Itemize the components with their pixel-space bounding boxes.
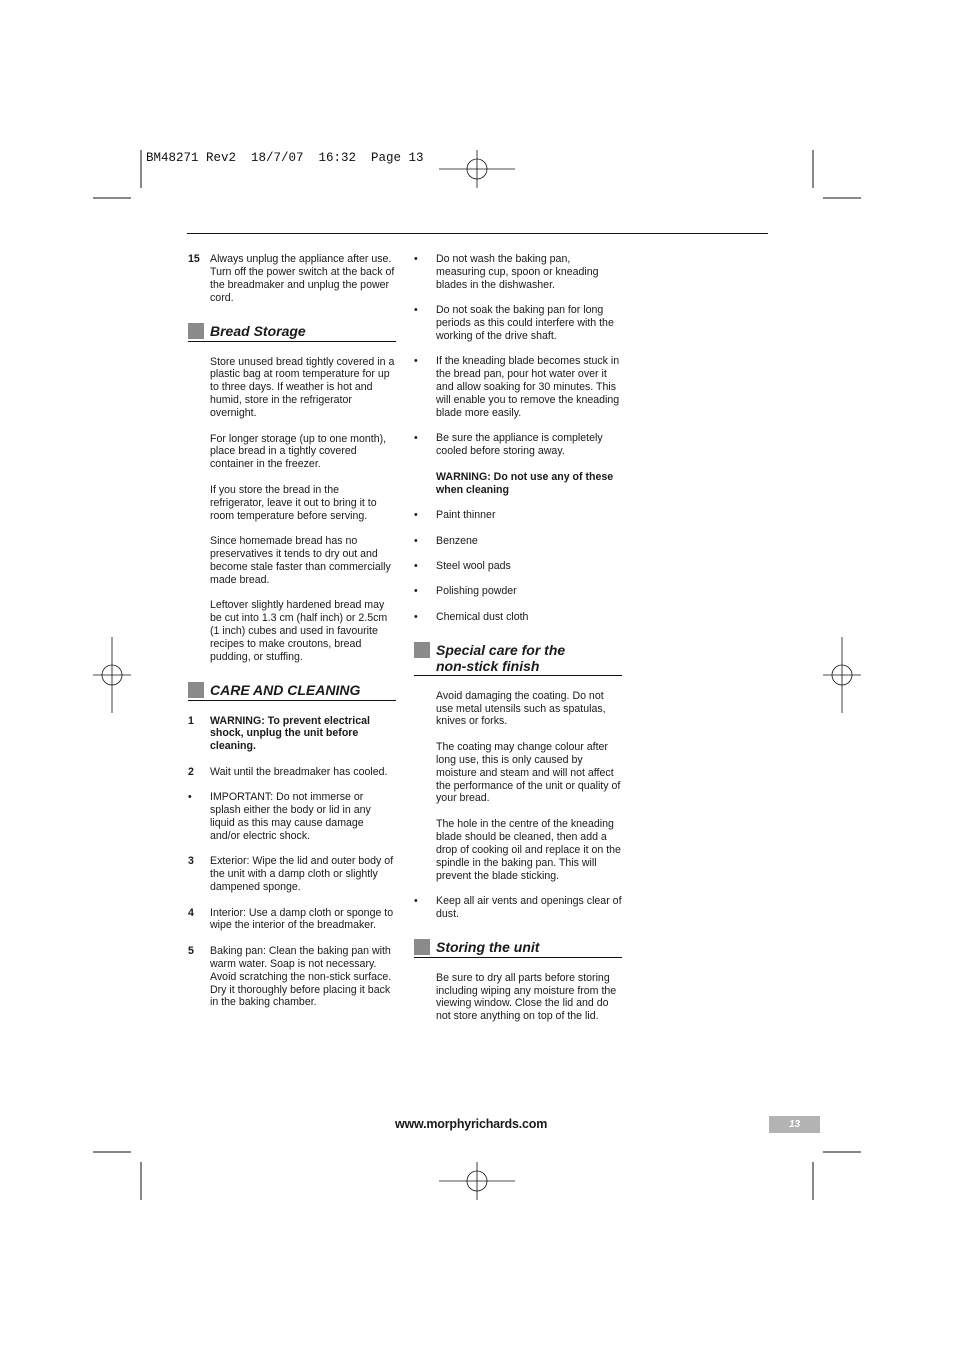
cleaning-bullet: • Do not wash the baking pan, measuring cup, spoon or kneading blades in the dishwasher. (414, 253, 599, 291)
bullet-glyph: • (414, 559, 418, 572)
storing-paragraph: Be sure to dry all parts before storing including wiping any moisture from the viewing window. Close the lid and do not store anything on top of the lid. (436, 971, 617, 1023)
top-rule (187, 233, 768, 234)
bullet-glyph: • (414, 253, 418, 265)
nonstick-heading: Special care for the non-stick finish (414, 642, 622, 676)
cleaning-bullet: • Do not soak the baking pan for long periods as this could interfere with the working of the drive shaft. (414, 304, 614, 343)
heading-marker (188, 323, 204, 339)
left-column (188, 253, 396, 1022)
nonstick-paragraph: Avoid damaging the coating. Do not use metal utensils such as spatulas, knives or forks. (436, 689, 606, 728)
care-important-bullet: • IMPORTANT: Do not immerse or splash either the body or lid in any liquid as this may cause damage and/or electric shock. (188, 791, 371, 842)
nonstick-bullet: • Keep all air vents and openings clear of dust. (414, 894, 622, 920)
bread-storage-paragraph: Leftover slightly hardened bread may be cut into 1.3 cm (half inch) or 2.5cm (1 inch) cubes and used in favourite recipes to make croutons, bread pudding, or stuffing. (210, 599, 388, 663)
right-column (414, 253, 622, 1036)
cleaning-bullet: • Be sure the appliance is completely cooled before storing away. (414, 432, 603, 458)
warning-item: • Polishing powder (414, 585, 517, 598)
bullet-glyph: • (414, 304, 418, 317)
care-step-4: 4 Interior: Use a damp cloth or sponge to wipe the interior of the breadmaker. (188, 906, 394, 932)
registration-target-bottom (439, 1162, 515, 1200)
bread-storage-paragraph: If you store the bread in the refrigerator, leave it out to bring it to room temperature before serving. (210, 483, 377, 522)
bread-storage-paragraph: For longer storage (up to one month), place bread in a tightly covered container in the freezer. (210, 432, 387, 471)
heading-marker (414, 939, 430, 955)
bullet-glyph: • (414, 355, 418, 368)
bullet-glyph: • (414, 509, 418, 522)
page-number: 13 (769, 1116, 820, 1133)
warning-item: • Chemical dust cloth (414, 610, 529, 623)
bullet-glyph: • (414, 432, 418, 445)
step-15: 15 Always unplug the appliance after use. Turn off the power switch at the back of the breadmaker and unplug the power cord. (188, 253, 395, 304)
registration-target-top (439, 150, 515, 188)
bread-storage-paragraph: Store unused bread tightly covered in a plastic bag at room temperature for up to three days. If weather is hot and humid, store in the refrigerator overnight. (210, 355, 395, 420)
care-cleaning-heading: CARE AND CLEANING (188, 682, 396, 701)
bread-storage-heading: Bread Storage (188, 323, 396, 342)
storing-heading: Storing the unit (414, 939, 622, 958)
nonstick-paragraph: The hole in the centre of the kneading blade should be cleaned, then add a drop of cooking oil and replace it on the spindle in the baking pan. This will prevent the blade sticking. (436, 817, 621, 882)
heading-marker (188, 682, 204, 698)
cleaning-warning: WARNING: Do not use any of these when cleaning (436, 470, 614, 496)
nonstick-paragraph: The coating may change colour after long use, this is only caused by moisture and steam and will not affect the performance of the unit or quality of your bread. (436, 740, 621, 805)
bullet-glyph: • (414, 585, 418, 598)
care-step-1: 1 WARNING: To prevent electrical shock, unplug the unit before cleaning. (188, 714, 370, 753)
cleaning-bullet: • If the kneading blade becomes stuck in the bread pan, pour hot water over it and allow soaking for 30 minutes. This will enable you to remove the kneading blade more easily. (414, 355, 620, 420)
warning-item: • Paint thinner (414, 509, 496, 522)
print-slug: BM48271 Rev2 18/7/07 16:32 Page 13 (146, 151, 424, 165)
warning-item: • Steel wool pads (414, 559, 511, 572)
registration-target-right (823, 637, 861, 713)
footer-url[interactable]: www.morphyrichards.com (395, 1117, 548, 1131)
heading-marker (414, 642, 430, 658)
warning-item: • Benzene (414, 534, 478, 547)
bullet-glyph: • (414, 894, 418, 907)
registration-target-left (93, 637, 131, 713)
bullet-glyph: • (414, 534, 418, 547)
care-step-2: 2 Wait until the breadmaker has cooled. (188, 765, 388, 778)
bread-storage-paragraph: Since homemade bread has no preservatives it tends to dry out and become stale faster than commercially made bread. (210, 535, 391, 586)
care-step-5: 5 Baking pan: Clean the baking pan with warm water. Soap is not necessary. Avoid scratching the non-stick surface. Dry it thoroughly before placing it back in the baking chamber. (188, 944, 392, 1009)
bullet-glyph: • (414, 610, 418, 623)
care-step-3: 3 Exterior: Wipe the lid and outer body of the unit with a damp cloth or slightly dampened sponge. (188, 855, 394, 894)
